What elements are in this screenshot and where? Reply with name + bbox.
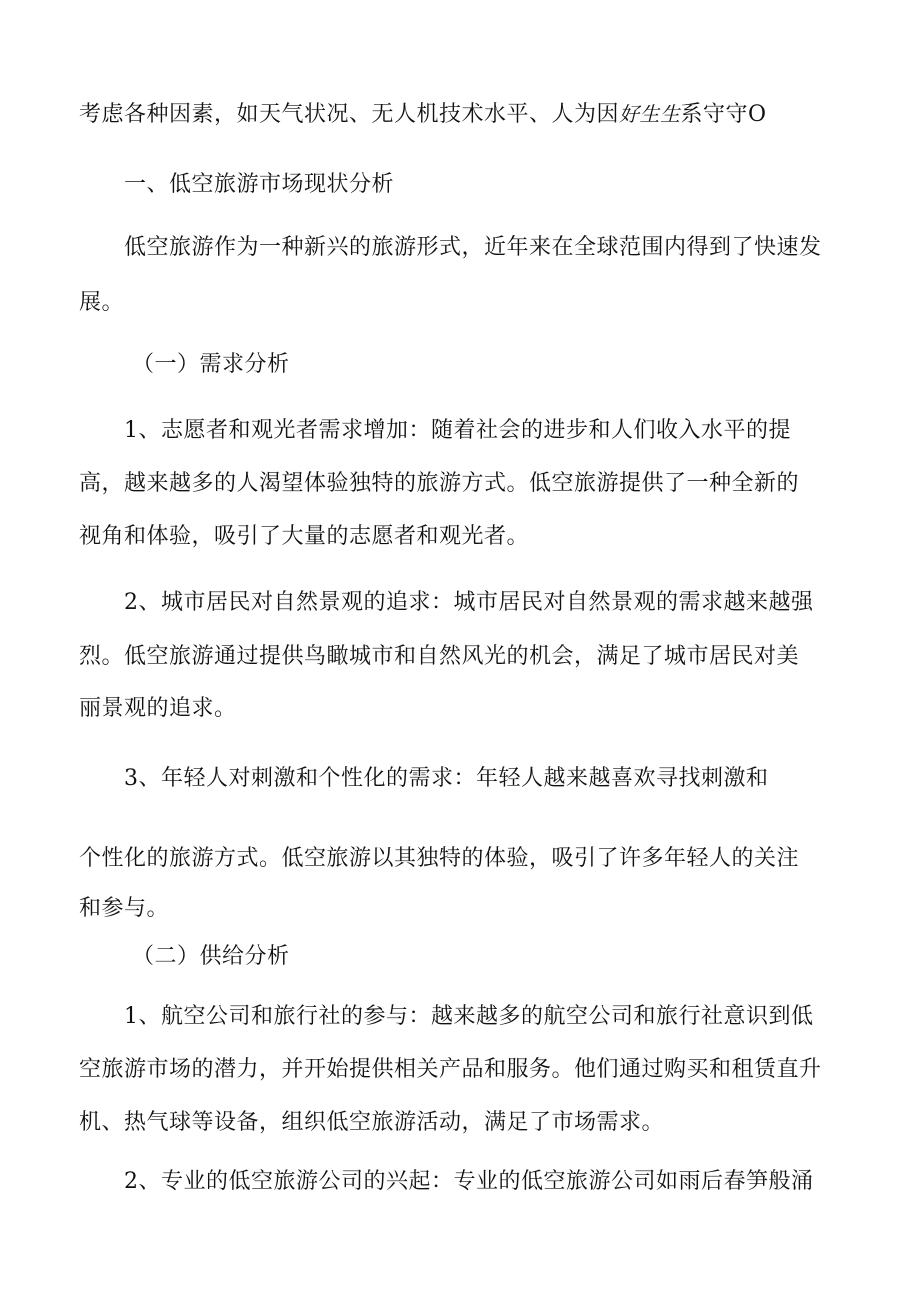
text-run-italic: 好生生 (619, 102, 681, 126)
paragraph-line (79, 99, 767, 130)
subsection-heading: （一）需求分析 (132, 352, 290, 377)
paragraph-line: 2、专业的低空旅游公司的兴起：专业的低空旅游公司如雨后春笋般涌 (124, 1169, 814, 1194)
subsection-heading: （二）供给分析 (132, 944, 290, 969)
paragraph-line: 视角和体验，吸引了大量的志愿者和观光者。 (79, 524, 530, 549)
paragraph-line: 2、城市居民对自然景观的追求：城市居民对自然景观的需求越来越强 (124, 590, 814, 615)
paragraph-line: 高，越来越多的人渴望体验独特的旅游方式。低空旅游提供了一种全新的 (79, 471, 800, 496)
paragraph-line: 3、年轻人对刺激和个性化的需求：年轻人越来越喜欢寻找刺激和 (124, 766, 769, 791)
text-run: 系守守O (680, 102, 767, 127)
paragraph-line: 和参与。 (79, 896, 170, 921)
paragraph-line: 展。 (79, 290, 125, 315)
paragraph-line: 个性化的旅游方式。低空旅游以其独特的体验，吸引了许多年轻人的关注 (79, 846, 800, 871)
section-heading: 一、低空旅游市场现状分析 (124, 172, 395, 197)
paragraph-line: 1、志愿者和观光者需求增加：随着社会的进步和人们收入水平的提 (124, 418, 791, 443)
paragraph-line: 机、热气球等设备，组织低空旅游活动，满足了市场需求。 (79, 1110, 665, 1135)
paragraph-line: 丽景观的追求。 (79, 696, 237, 721)
text-run: 考虑各种因素，如天气状况、无人机技术水平、人为因 (79, 102, 620, 127)
paragraph-line: 烈。低空旅游通过提供鸟瞰城市和自然风光的机会，满足了城市居民对美 (79, 644, 800, 669)
paragraph-line: 空旅游市场的潜力，并开始提供相关产品和服务。他们通过购买和租赁直升 (79, 1057, 822, 1082)
paragraph-line: 低空旅游作为一种新兴的旅游形式，近年来在全球范围内得到了快速发 (124, 235, 822, 260)
paragraph-line: 1、航空公司和旅行社的参与：越来越多的航空公司和旅行社意识到低 (124, 1004, 814, 1029)
